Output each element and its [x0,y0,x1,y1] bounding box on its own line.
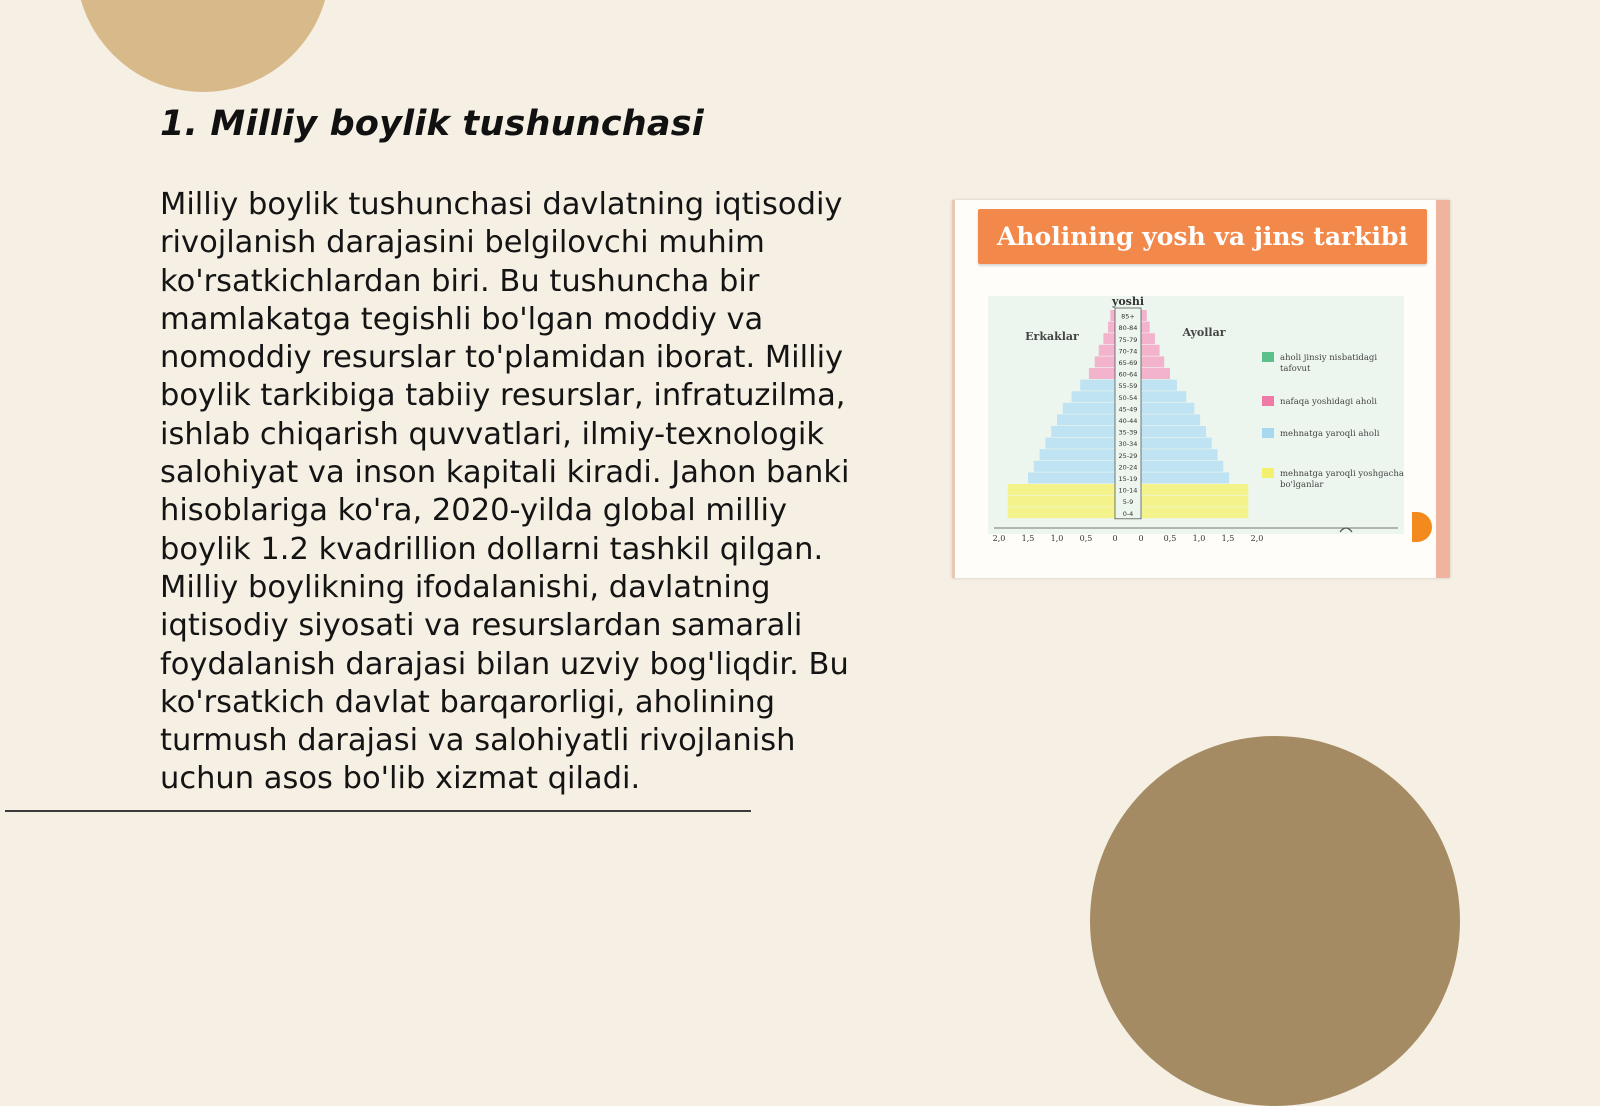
left-label: Erkaklar [1025,330,1079,343]
age-label: 35-39 [1118,428,1138,437]
bar-female [1141,356,1164,367]
bar-female [1141,333,1155,344]
x-tick-label: 0,5 [1079,534,1093,543]
bar-male [1080,380,1115,391]
bar-female [1141,472,1229,483]
bar-female [1141,403,1194,414]
population-pyramid-figure [952,200,1450,578]
bar-female [1141,391,1186,402]
age-label: 25-29 [1118,451,1138,460]
bar-male [1103,333,1115,344]
legend-swatch [1262,352,1274,362]
x-tick-label: 1,0 [1050,534,1064,543]
x-tick-label: 2,0 [1250,534,1264,543]
bar-male [1008,507,1115,518]
bar-male [1063,403,1115,414]
age-label: 50-54 [1118,393,1138,402]
divider-line [5,810,751,812]
x-tick-labels [993,534,1264,543]
figure-banner: Aholining yosh va jins tarkibi [978,209,1427,264]
bar-male [1051,426,1115,437]
bar-female [1141,496,1248,507]
age-label: 80-84 [1118,324,1138,333]
bar-female [1141,368,1170,379]
bar-female [1141,426,1206,437]
bar-male [1089,368,1115,379]
bar-male [1110,310,1115,321]
x-tick-label: 0 [1138,534,1144,543]
bar-female [1141,507,1248,518]
right-label: Ayollar [1182,326,1226,339]
bar-male [1099,345,1115,356]
bar-female [1141,461,1223,472]
bar-female [1141,449,1218,460]
age-label: 20-24 [1118,463,1138,472]
legend-label: mehnatga yaroqli aholi [1280,429,1380,439]
x-tick-label: 1,5 [1221,534,1235,543]
x-tick-label: 2,0 [992,534,1006,543]
bar-male [1072,391,1116,402]
bar-female [1141,322,1150,333]
bar-female [1141,345,1160,356]
center-label: yoshi [1111,296,1145,308]
bar-male [1008,484,1115,495]
age-label: 75-79 [1118,335,1138,344]
age-label: 65-69 [1118,359,1138,367]
age-label: 15-19 [1118,475,1138,483]
age-label: 70-74 [1118,347,1138,356]
legend-label: mehnatga yaroqli yoshgacha bo'lganlar [1280,469,1404,490]
bar-female [1141,310,1147,321]
age-label: 60-64 [1118,370,1138,379]
legend-label: aholi jinsiy nisbatidagi tafovut [1280,353,1378,374]
figure-right-band [1436,200,1450,578]
legend-swatch [1262,468,1274,478]
age-label: 0-4 [1122,509,1134,518]
age-label: 55-59 [1118,382,1138,391]
figure-orange-marker [1412,512,1432,542]
bar-male [1040,449,1115,460]
x-tick-label: 0 [1112,534,1118,543]
bar-female [1141,380,1177,391]
bar-male [1028,472,1115,483]
legend-swatch [1262,428,1274,438]
age-label: 10-14 [1118,486,1138,495]
bar-male [1108,322,1115,333]
bar-female [1141,438,1212,449]
age-label: 5-9 [1122,498,1134,507]
legend-label: nafaqa yoshidagi aholi [1280,397,1377,407]
legend-swatch [1262,396,1274,406]
decor-circle-bottom [1090,736,1460,1106]
slide-paragraph: Milliy boylik tushunchasi davlatning iqtisodiy rivojlanish darajasini belgilovchi muhim ko'rsatkichlardan biri. Bu tushuncha bir mamlakatga tegishli bo'lgan moddiy va nomoddiy resurslar to'plamidan iborat. Milliy boylik tarkibiga tabiiy resurslar, infratuzilma, ishlab chiqarish quvvatlari, ilmiy-texnologik salohiyat va inson kapitali kiradi. Jahon banki hisoblariga ko'ra, 2020-yilda global milliy boylik 1.2 kvadrillion dollarni tashkil qilgan. Milliy boylikning ifodalanishi, davlatning iqtisodiy siyosati va resurslardan samarali foydalanish darajasi bilan uzviy bog'liqdir. Bu ko'rsatkich davlat barqarorligi, aholining turmush darajasi va salohiyatli rivojlanish uchun asos bo'lib xizmat qiladi. [160,187,850,797]
x-tick-label: 0,5 [1163,534,1177,543]
decor-circle-top [76,0,330,92]
age-label: 45-49 [1118,405,1138,414]
bar-male [1008,496,1115,507]
bar-female [1141,484,1248,495]
pyramid-chart [988,296,1404,546]
figure-left-edge [952,200,955,578]
x-tick-label: 1,0 [1192,534,1206,543]
age-label: 30-34 [1118,440,1138,449]
age-label: 40-44 [1118,417,1138,425]
bar-male [1045,438,1115,449]
bar-male [1034,461,1115,472]
age-label: 85+ [1121,312,1135,321]
slide-title: 1. Milliy boylik tushunchasi [160,104,704,144]
bar-male [1095,356,1115,367]
bar-female [1141,414,1200,425]
bar-male [1057,414,1115,425]
x-tick-label: 1,5 [1021,534,1035,543]
